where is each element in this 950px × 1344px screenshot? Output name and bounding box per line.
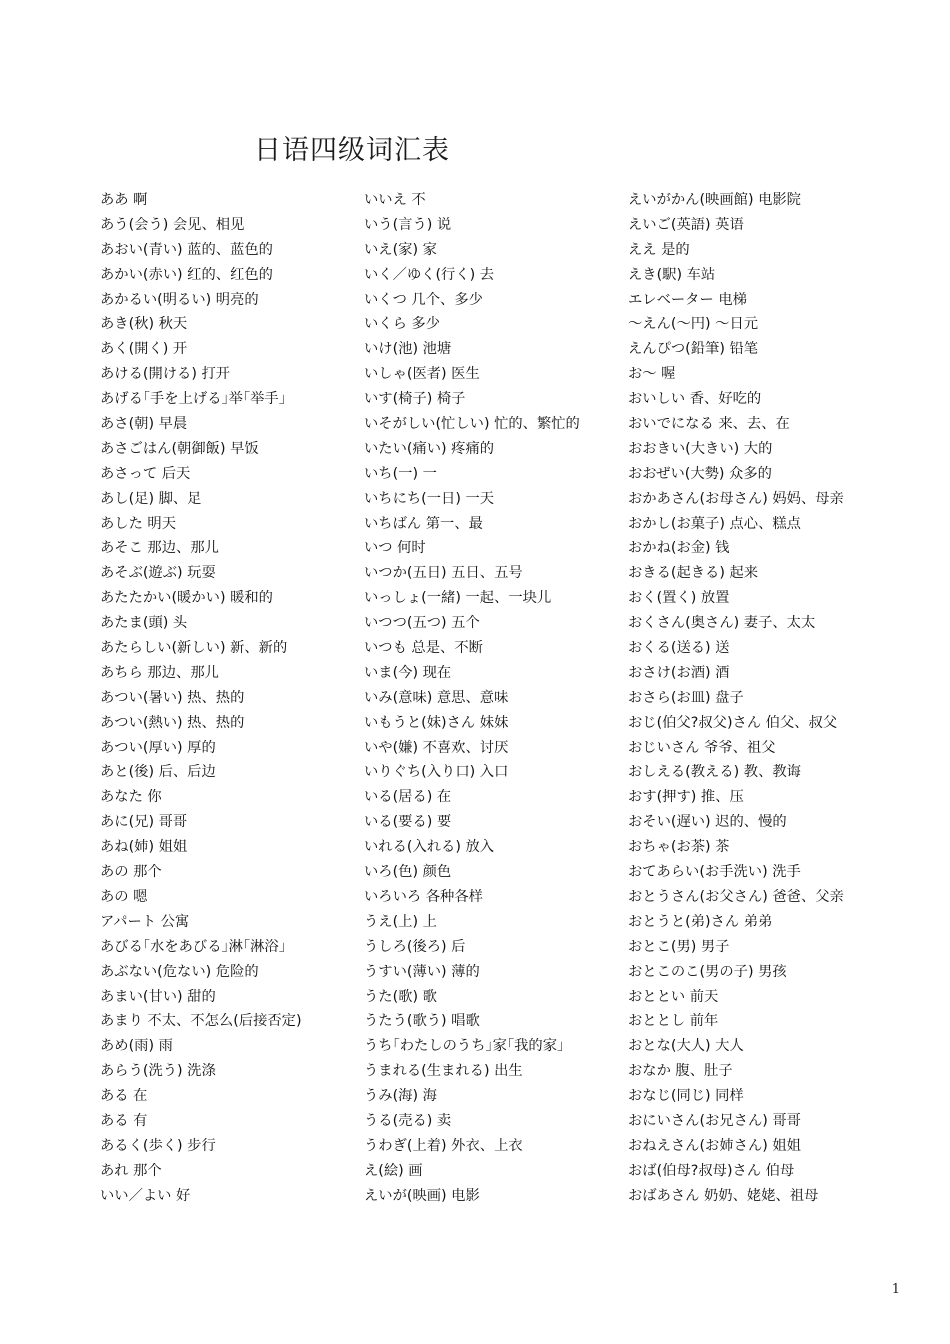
- vocabulary-entry: いつか(五日) 五日、五号: [364, 565, 523, 582]
- vocabulary-entry: うみ(海) 海: [364, 1088, 437, 1105]
- vocabulary-entry: ～えん(～円) ～日元: [628, 316, 759, 333]
- vocabulary-entry: おきる(起きる) 起来: [628, 565, 759, 582]
- vocabulary-entry: あし(足) 脚、足: [100, 490, 202, 507]
- vocabulary-entry: あぶない(危ない) 危险的: [100, 963, 259, 980]
- vocabulary-entry: あう(会う) 会见、相见: [100, 216, 245, 233]
- vocabulary-entry: いく／ゆく(行く) 去: [364, 266, 495, 283]
- vocabulary-entry: あるく(歩く) 步行: [100, 1137, 216, 1154]
- vocabulary-entry: おさら(お皿) 盘子: [628, 689, 744, 706]
- vocabulary-entry: うたう(歌う) 唱歌: [364, 1013, 480, 1030]
- vocabulary-entry: おいでになる 来、去、在: [628, 416, 790, 433]
- vocabulary-entry: いつつ(五つ) 五个: [364, 615, 480, 632]
- vocabulary-entry: いちにち(一日) 一天: [364, 490, 495, 507]
- vocabulary-entry: うわぎ(上着) 外衣、上衣: [364, 1137, 523, 1154]
- vocabulary-entry: エレベーター 电梯: [628, 291, 747, 308]
- vocabulary-entry: おば(伯母?叔母)さん 伯母: [628, 1162, 795, 1179]
- vocabulary-entry: いちばん 第一、最: [364, 515, 483, 532]
- vocabulary-column-3: [628, 188, 844, 1209]
- vocabulary-entry: あまり 不太、不怎么(后接否定): [100, 1013, 302, 1030]
- vocabulary-column-2: [364, 188, 580, 1209]
- vocabulary-entry: いる(居る) 在: [364, 789, 452, 806]
- vocabulary-entry: おおきい(大きい) 大的: [628, 440, 773, 457]
- vocabulary-entry: うまれる(生まれる) 出生: [364, 1063, 523, 1080]
- vocabulary-entry: おじ(伯父?叔父)さん 伯父、叔父: [628, 714, 838, 731]
- vocabulary-entry: おじいさん 爷爷、祖父: [628, 739, 776, 756]
- vocabulary-entry: おとうさん(お父さん) 爸爸、父亲: [628, 888, 844, 905]
- vocabulary-entry: あき(秋) 秋天: [100, 316, 188, 333]
- vocabulary-entry: あめ(雨) 雨: [100, 1038, 173, 1055]
- vocabulary-entry: いつも 总是、不断: [364, 640, 483, 657]
- vocabulary-entry: あびる｢水をあびる｣淋｢淋浴｣: [100, 938, 286, 955]
- vocabulary-entry: いもうと(妹)さん 妹妹: [364, 714, 509, 731]
- vocabulary-entry: おかね(お金) 钱: [628, 540, 730, 557]
- vocabulary-entry: いれる(入れる) 放入: [364, 839, 495, 856]
- vocabulary-entry: あたたかい(暖かい) 暖和的: [100, 590, 273, 607]
- vocabulary-entry: いい／よい 好: [100, 1187, 191, 1204]
- vocabulary-entry: ある 有: [100, 1112, 148, 1129]
- vocabulary-entry: あに(兄) 哥哥: [100, 814, 188, 831]
- vocabulary-entry: おいしい 香、好吃的: [628, 391, 762, 408]
- vocabulary-entry: えいがかん(映画館) 电影院: [628, 192, 801, 208]
- vocabulary-entry: おにいさん(お兄さん) 哥哥: [628, 1112, 801, 1129]
- vocabulary-entry: うしろ(後ろ) 后: [364, 938, 466, 955]
- vocabulary-entry: いう(言う) 说: [364, 216, 452, 233]
- vocabulary-entry: え(絵) 画: [364, 1162, 423, 1179]
- vocabulary-entry: うち｢わたしのうち｣家｢我的家｣: [364, 1038, 565, 1055]
- page-title: 日语四级词汇表: [254, 135, 450, 167]
- vocabulary-entry: いそがしい(忙しい) 忙的、繁忙的: [364, 416, 580, 433]
- vocabulary-entry: おなか 腹、肚子: [628, 1063, 733, 1080]
- vocabulary-entry: お～ 喔: [628, 366, 676, 383]
- vocabulary-entry: おととし 前年: [628, 1013, 719, 1030]
- vocabulary-entry: いりぐち(入り口) 入口: [364, 764, 509, 781]
- vocabulary-entry: おてあらい(お手洗い) 洗手: [628, 864, 801, 881]
- vocabulary-entry: あと(後) 后、后边: [100, 764, 216, 781]
- vocabulary-entry: いしゃ(医者) 医生: [364, 366, 480, 383]
- vocabulary-entry: おねえさん(お姉さん) 姐姐: [628, 1137, 801, 1154]
- vocabulary-entry: あちら 那边、那儿: [100, 664, 219, 681]
- vocabulary-entry: ああ 啊: [100, 192, 148, 208]
- vocabulary-entry: あそこ 那边、那儿: [100, 540, 219, 557]
- vocabulary-entry: あれ 那个: [100, 1162, 162, 1179]
- vocabulary-entry: あの 那个: [100, 864, 162, 881]
- vocabulary-entry: うすい(薄い) 薄的: [364, 963, 480, 980]
- vocabulary-entry: あらう(洗う) 洗涤: [100, 1063, 216, 1080]
- vocabulary-entry: いつ 何时: [364, 540, 426, 557]
- vocabulary-entry: あおい(青い) 蓝的、蓝色的: [100, 241, 273, 258]
- vocabulary-entry: おとな(大人) 大人: [628, 1038, 744, 1055]
- vocabulary-entry: おおぜい(大勢) 众多的: [628, 465, 772, 482]
- vocabulary-entry: いいえ 不: [364, 192, 426, 208]
- vocabulary-entry: いち(一) 一: [364, 465, 437, 482]
- vocabulary-entry: あつい(厚い) 厚的: [100, 739, 216, 756]
- vocabulary-entry: えき(駅) 车站: [628, 266, 716, 283]
- vocabulary-entry: いる(要る) 要: [364, 814, 452, 831]
- vocabulary-entry: あさ(朝) 早晨: [100, 416, 188, 433]
- vocabulary-entry: おとこ(男) 男子: [628, 938, 730, 955]
- vocabulary-entry: あなた 你: [100, 789, 162, 806]
- vocabulary-entry: あつい(熱い) 热、热的: [100, 714, 245, 731]
- vocabulary-entry: ある 在: [100, 1088, 148, 1105]
- vocabulary-entry: いくつ 几个、多少: [364, 291, 483, 308]
- vocabulary-entry: いえ(家) 家: [364, 241, 437, 258]
- vocabulary-entry: おさけ(お酒) 酒: [628, 664, 730, 681]
- vocabulary-entry: おばあさん 奶奶、姥姥、祖母: [628, 1187, 819, 1204]
- vocabulary-entry: あまい(甘い) 甜的: [100, 988, 216, 1005]
- vocabulary-entry: おかあさん(お母さん) 妈妈、母亲: [628, 490, 844, 507]
- vocabulary-entry: あさって 后天: [100, 465, 191, 482]
- vocabulary-entry: あね(姉) 姐姐: [100, 839, 188, 856]
- vocabulary-entry: あげる｢手を上げる｣举｢举手｣: [100, 391, 286, 408]
- vocabulary-entry: あそぶ(遊ぶ) 玩耍: [100, 565, 216, 582]
- vocabulary-entry: いす(椅子) 椅子: [364, 391, 466, 408]
- vocabulary-entry: あつい(暑い) 热、热的: [100, 689, 245, 706]
- vocabulary-entry: あさごはん(朝御飯) 早饭: [100, 440, 259, 457]
- vocabulary-entry: おしえる(教える) 教、教诲: [628, 764, 801, 781]
- vocabulary-entry: おなじ(同じ) 同样: [628, 1088, 744, 1105]
- vocabulary-entry: えいが(映画) 电影: [364, 1187, 480, 1204]
- vocabulary-entry: いろ(色) 颜色: [364, 864, 452, 881]
- vocabulary-entry: おかし(お菓子) 点心、糕点: [628, 515, 801, 532]
- vocabulary-entry: いま(今) 现在: [364, 664, 452, 681]
- vocabulary-entry: おくさん(奥さん) 妻子、太太: [628, 615, 816, 632]
- vocabulary-column-1: [100, 188, 302, 1209]
- vocabulary-entry: おす(押す) 推、压: [628, 789, 744, 806]
- vocabulary-entry: あける(開ける) 打开: [100, 366, 231, 383]
- vocabulary-entry: あの 嗯: [100, 888, 148, 905]
- vocabulary-entry: アパート 公寓: [100, 913, 190, 930]
- vocabulary-entry: あした 明天: [100, 515, 177, 532]
- vocabulary-entry: えんぴつ(鉛筆) 铅笔: [628, 341, 759, 358]
- page-number: 1: [891, 1282, 900, 1297]
- vocabulary-entry: いや(嫌) 不喜欢、讨厌: [364, 739, 509, 756]
- vocabulary-entry: ええ 是的: [628, 241, 690, 258]
- vocabulary-entry: あかるい(明るい) 明亮的: [100, 291, 259, 308]
- vocabulary-entry: おそい(遅い) 迟的、慢的: [628, 814, 787, 831]
- vocabulary-entry: おちゃ(お茶) 茶: [628, 839, 730, 856]
- vocabulary-entry: いたい(痛い) 疼痛的: [364, 440, 495, 457]
- vocabulary-entry: あく(開く) 开: [100, 341, 188, 358]
- vocabulary-entry: おとうと(弟)さん 弟弟: [628, 913, 773, 930]
- vocabulary-entry: うる(売る) 卖: [364, 1112, 452, 1129]
- vocabulary-entry: うえ(上) 上: [364, 913, 437, 930]
- vocabulary-entry: いみ(意味) 意思、意味: [364, 689, 509, 706]
- vocabulary-entry: えいご(英語) 英语: [628, 216, 744, 233]
- vocabulary-entry: いっしょ(一緒) 一起、一块儿: [364, 590, 552, 607]
- vocabulary-entry: いくら 多少: [364, 316, 441, 333]
- vocabulary-entry: おととい 前天: [628, 988, 719, 1005]
- vocabulary-entry: いろいろ 各种各样: [364, 888, 483, 905]
- vocabulary-entry: いけ(池) 池塘: [364, 341, 452, 358]
- vocabulary-entry: おとこのこ(男の子) 男孩: [628, 963, 787, 980]
- vocabulary-entry: あかい(赤い) 红的、红色的: [100, 266, 273, 283]
- vocabulary-entry: うた(歌) 歌: [364, 988, 437, 1005]
- vocabulary-entry: おく(置く) 放置: [628, 590, 730, 607]
- vocabulary-entry: あたま(頭) 头: [100, 615, 188, 632]
- vocabulary-entry: おくる(送る) 送: [628, 640, 730, 657]
- vocabulary-entry: あたらしい(新しい) 新、新的: [100, 640, 288, 657]
